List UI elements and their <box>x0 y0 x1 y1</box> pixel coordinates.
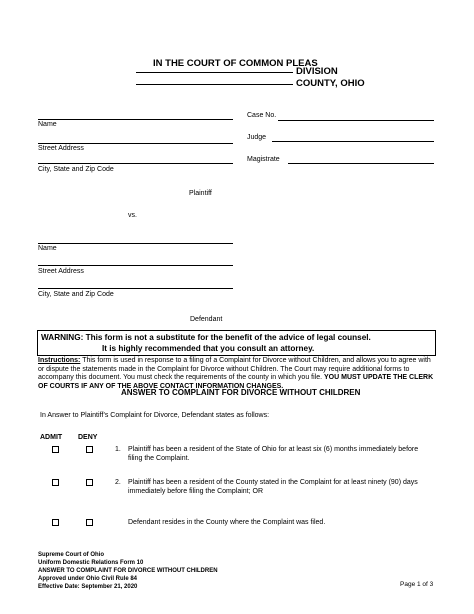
plaintiff-street-line[interactable] <box>38 143 233 144</box>
division-line <box>136 72 293 73</box>
defendant-city-label: City, State and Zip Code <box>38 291 114 298</box>
item1-admit-checkbox[interactable] <box>52 446 59 453</box>
case-no-line[interactable] <box>278 120 434 121</box>
item2-admit-checkbox[interactable] <box>52 479 59 486</box>
item2-number: 2. <box>115 479 121 486</box>
item1-deny-checkbox[interactable] <box>86 446 93 453</box>
instructions-label: Instructions: <box>38 357 81 364</box>
defendant-name-label: Name <box>38 245 57 252</box>
footer-line-1: Supreme Court of Ohio <box>38 552 104 558</box>
defendant-role-label: Defendant <box>190 316 223 323</box>
footer-line-2: Uniform Domestic Relations Form 10 <box>38 560 144 566</box>
court-title: IN THE COURT OF COMMON PLEAS <box>153 58 318 69</box>
footer-line-5: Effective Date: September 21, 2020 <box>38 584 138 590</box>
instructions-body: This form is used in response to a filing of a Complaint for Divorce without Children, and allows you to agree with or dispute the statements made in the Complaint for Divorce without Children. The Court may require additional forms to accompany this document. You must check the requirements of the county in which you file. <box>38 357 431 381</box>
plaintiff-name-line[interactable] <box>38 119 233 120</box>
division-label: DIVISION <box>296 66 338 77</box>
plaintiff-role-label: Plaintiff <box>189 190 212 197</box>
footer-line-3: ANSWER TO COMPLAINT FOR DIVORCE WITHOUT CHILDREN <box>38 568 218 574</box>
county-line <box>136 84 293 85</box>
warning-line-2: It is highly recommended that you consult an attorney. <box>102 344 315 353</box>
deny-header: DENY <box>78 434 98 441</box>
county-label: COUNTY, OHIO <box>296 78 365 89</box>
item2-text: Plaintiff has been a resident of the County stated in the Complaint for at least ninety (90) days immediately before filing the Complaint; OR <box>128 479 418 495</box>
vs-label: vs. <box>128 212 137 219</box>
item1-text: Plaintiff has been a resident of the State of Ohio for at least six (6) months immediately before filing the Complaint. <box>128 446 419 462</box>
defendant-city-line[interactable] <box>38 288 233 289</box>
warning-line-1: WARNING: This form is not a substitute for the benefit of the advice of legal counsel. <box>41 333 371 342</box>
intro-text: In Answer to Plaintiff’s Complaint for Divorce, Defendant states as follows: <box>40 412 270 419</box>
plaintiff-city-line[interactable] <box>38 163 233 164</box>
magistrate-line[interactable] <box>288 163 434 164</box>
item2-deny-checkbox[interactable] <box>86 479 93 486</box>
instructions-caps: YOU MUST UPDATE THE CLERK OF COURTS IF ANY OF THE ABOVE CONTACT INFORMATION CHANGES. <box>38 374 434 390</box>
judge-line[interactable] <box>272 141 434 142</box>
instructions-text <box>38 357 436 391</box>
defendant-street-label: Street Address <box>38 268 84 275</box>
case-no-label: Case No. <box>247 112 277 119</box>
admit-header: ADMIT <box>40 434 63 441</box>
item3-deny-checkbox[interactable] <box>86 519 93 526</box>
judge-label: Judge <box>247 134 267 141</box>
form-title: ANSWER TO COMPLAINT FOR DIVORCE WITHOUT CHILDREN <box>121 388 361 397</box>
item3-text: Defendant resides in the County where the Complaint was filed. <box>128 519 326 526</box>
warning-box <box>37 330 436 356</box>
magistrate-label: Magistrate <box>247 156 280 163</box>
footer-line-4: Approved under Ohio Civil Rule 84 <box>38 576 138 582</box>
item3-admit-checkbox[interactable] <box>52 519 59 526</box>
item1-number: 1. <box>115 446 121 453</box>
defendant-name-line[interactable] <box>38 243 233 244</box>
page-number: Page 1 of 3 <box>400 581 434 588</box>
plaintiff-name-label: Name <box>38 121 57 128</box>
plaintiff-street-label: Street Address <box>38 145 84 152</box>
defendant-street-line[interactable] <box>38 265 233 266</box>
plaintiff-city-label: City, State and Zip Code <box>38 166 114 173</box>
